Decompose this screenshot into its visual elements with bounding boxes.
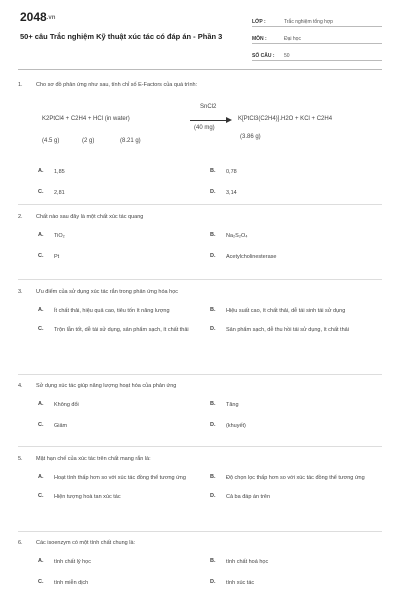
question-text: Mặt hạn chế của xúc tác trên chất mang rắn là:: [36, 456, 151, 462]
option-text: Độ chọn lọc thấp hơn so với xúc tác đồng thể tương ứng: [226, 475, 365, 481]
option-letter: A.: [38, 232, 44, 238]
option-letter: A.: [38, 401, 44, 407]
question-separator: [18, 279, 382, 280]
question-text: Sử dụng xúc tác giúp năng lượng hoạt hóa của phản ứng: [36, 383, 177, 389]
formula-mass: (4.5 g): [42, 138, 60, 144]
question-text: Ưu điểm của sử dụng xúc tác rắn trong phản ứng hóa học: [36, 289, 179, 295]
option-letter: C.: [38, 578, 44, 585]
question-text: Chất nào sau đây là một chất xúc tác quang: [36, 214, 144, 220]
question-number: 6.: [18, 540, 23, 546]
option-d[interactable]: [210, 579, 382, 588]
header-divider: [18, 69, 382, 70]
option-letter: C.: [38, 188, 44, 195]
option-b[interactable]: [210, 401, 382, 410]
option-letter: B.: [210, 168, 216, 174]
option-c[interactable]: [38, 422, 210, 431]
formula-time: (40 mg): [194, 125, 215, 131]
option-text: Hiệu suất cao, ít chất thải, dễ tái sinh tái sử dụng: [226, 308, 346, 314]
option-text: (khuyết): [226, 422, 246, 429]
option-b[interactable]: [210, 232, 382, 241]
question-text: Cho sơ đồ phản ứng như sau, tính chỉ số E-Factors của quá trình:: [36, 82, 198, 88]
option-text: Trộn lẫn tốt, dễ tái sử dụng, sản phẩm sạch, ít chất thải: [54, 326, 189, 333]
logo-suffix: .vn: [46, 14, 56, 21]
option-text: tính miễn dịch: [54, 579, 89, 586]
question-number: 1.: [18, 82, 23, 88]
question-text: Các isoenzym có một tính chất chung là:: [36, 540, 136, 546]
question-3: [18, 289, 382, 334]
option-d[interactable]: [210, 253, 382, 262]
page-title: 50+ câu Trắc nghiệm Kỹ thuật xúc tác có đáp án - Phần 3: [20, 32, 223, 41]
option-text: Ít chất thải, hiệu quả cao, tiêu tốn ít năng lượng: [54, 308, 170, 314]
option-text: Giảm: [54, 422, 68, 429]
option-b[interactable]: [210, 474, 382, 483]
formula-mass: (2 g): [82, 138, 95, 144]
meta-row-class: [252, 14, 382, 27]
question-separator: [18, 531, 382, 532]
meta-key: MÔN :: [252, 36, 267, 42]
option-a[interactable]: [38, 168, 210, 177]
option-letter: C.: [38, 252, 44, 259]
option-text: Tăng: [226, 402, 239, 408]
option-a[interactable]: [38, 474, 210, 483]
formula-products: K[PtCl3(C2H4)].H2O + KCl + C2H4: [238, 116, 333, 122]
option-letter: C.: [38, 325, 44, 332]
question-number: 4.: [18, 383, 23, 389]
option-b[interactable]: [210, 168, 382, 177]
option-b[interactable]: [210, 307, 382, 316]
question-6: [18, 540, 382, 587]
question-1: [18, 82, 382, 197]
formula-mass: (3.86 g): [240, 134, 261, 140]
option-text: 1,85: [54, 169, 65, 175]
site-logo[interactable]: [20, 10, 55, 24]
option-letter: D.: [210, 492, 216, 499]
meta-row-count: [252, 48, 382, 61]
option-b[interactable]: [210, 558, 382, 567]
option-text: tính chất hoá học: [226, 559, 269, 565]
option-a[interactable]: [38, 307, 210, 316]
option-text: Cả ba đáp án trên: [226, 493, 271, 500]
option-text: 2,81: [54, 189, 65, 196]
option-c[interactable]: [38, 253, 210, 262]
question-separator: [18, 374, 382, 375]
question-5: [18, 456, 382, 501]
option-a[interactable]: [38, 232, 210, 241]
meta-key: LỚP :: [252, 19, 266, 25]
meta-row-subject: [252, 31, 382, 44]
option-letter: B.: [210, 474, 216, 480]
question-number: 5.: [18, 456, 23, 462]
option-letter: A.: [38, 558, 44, 564]
option-text: Hiện tượng hoà tan xúc tác: [54, 493, 121, 500]
formula-reactants: K2PtCl4 + C2H4 + HCl (in water): [42, 116, 130, 122]
question-separator: [18, 446, 382, 447]
option-text: Pt: [54, 253, 60, 260]
option-text: TiO₂: [54, 233, 65, 239]
option-letter: C.: [38, 421, 44, 428]
option-text: tính xúc tác: [226, 579, 255, 586]
option-letter: A.: [38, 168, 44, 174]
meta-box: [252, 14, 382, 65]
option-d[interactable]: [210, 189, 382, 198]
question-number: 3.: [18, 289, 23, 295]
option-text: Acetylcholinesterase: [226, 253, 277, 260]
meta-value: Đại học: [284, 36, 301, 42]
option-letter: A.: [38, 307, 44, 313]
option-text: 3,14: [226, 189, 237, 196]
option-text: Sản phẩm sạch, dễ thu hồi tái sử dụng, ít chất thải: [226, 326, 349, 333]
option-text: tính chất lý học: [54, 559, 91, 565]
option-d[interactable]: [210, 493, 382, 502]
option-letter: D.: [210, 252, 216, 259]
option-text: Hoạt tính thấp hơn so với xúc tác đồng thể tương ứng: [54, 475, 186, 481]
question-4: [18, 383, 382, 430]
option-letter: A.: [38, 474, 44, 480]
meta-value: 50: [284, 53, 290, 59]
option-letter: D.: [210, 421, 216, 428]
logo-text: 2048: [20, 10, 47, 24]
meta-value: Trắc nghiệm tổng hợp: [284, 19, 333, 25]
question-number: 2.: [18, 214, 23, 220]
option-letter: C.: [38, 492, 44, 499]
option-c[interactable]: [38, 579, 210, 588]
option-letter: B.: [210, 232, 216, 238]
meta-key: SỐ CÂU :: [252, 53, 275, 59]
option-a[interactable]: [38, 401, 210, 410]
option-letter: D.: [210, 188, 216, 195]
option-letter: B.: [210, 307, 216, 313]
reaction-arrow: [190, 120, 230, 121]
question-2: [18, 214, 382, 261]
option-c[interactable]: [38, 326, 210, 335]
option-a[interactable]: [38, 558, 210, 567]
question-separator: [18, 204, 382, 205]
option-c[interactable]: [38, 189, 210, 198]
option-c[interactable]: [38, 493, 210, 502]
formula-catalyst: SnCl2: [200, 104, 217, 110]
option-letter: B.: [210, 401, 216, 407]
option-d[interactable]: [210, 422, 382, 431]
option-letter: D.: [210, 325, 216, 332]
option-d[interactable]: [210, 326, 382, 335]
option-text: Không đổi: [54, 402, 79, 408]
reaction-formula: [42, 98, 382, 154]
formula-mass: (8.21 g): [120, 138, 141, 144]
option-text: 0,78: [226, 169, 237, 175]
option-text: Na₂S₂O₄: [226, 233, 248, 239]
option-letter: B.: [210, 558, 216, 564]
option-letter: D.: [210, 578, 216, 585]
